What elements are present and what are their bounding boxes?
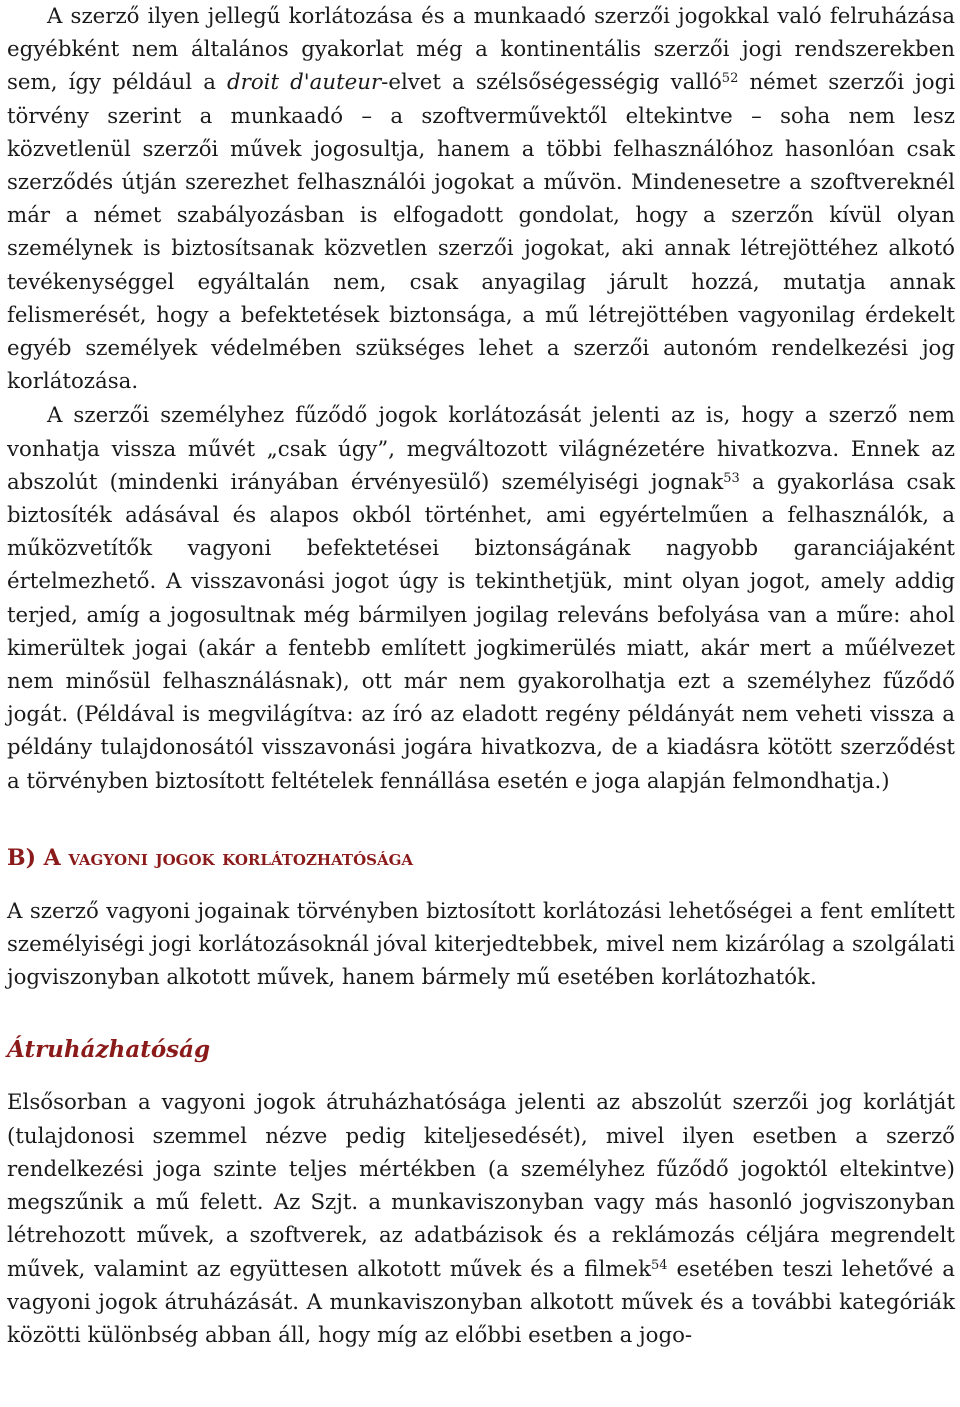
paragraph-1-text-b: -elvet a szélsőségességig valló [381,70,722,96]
footnote-ref-54[interactable]: 54 [651,1257,668,1273]
subsection-heading: Átruházhatóság [7,1036,211,1064]
footnote-ref-52[interactable]: 52 [721,71,739,87]
paragraph-4-text-b: esetében teszi lehetővé a vagyoni jogok átruházását. A munkaviszonyban alkotott művek és a további kategóriák közötti különbség abban áll, hogy míg az előbbi esetben a jogo- [7,1256,955,1348]
paragraph-4-text-a: Elsősorban a vagyoni jogok átruházhatósága jelenti az abszolút szerzői jog korlátját (tulajdonosi szemmel nézve pedig kiteljesedését), mivel ilyen esetben a szerző rendelkezési joga szinte teljes mértékben (a személyhez fűződő jogoktól eltekintve) megszűnik a mű felett. Az Szjt. a munkaviszonyban vagy más hasonló jogviszonyban létrehozott művek, a szoftverek, az adatbázisok és a reklámozás céljára megrendelt művek, valamint az együttesen alkotott művek és a filmek [7,1090,955,1282]
section-heading-b-title: vagyoni jogok korlátozhatósága [68,844,414,871]
footnote-ref-53[interactable]: 53 [723,470,740,486]
paragraph-2-text-a: A szerzői személyhez fűződő jogok korlátozását jelenti az is, hogy a szerző nem vonhatja vissza művét „csak úgy”, megváltozott világnézetére hivatkozva. Ennek az abszolút (mindenki irányában érvényesülő) személyiségi jognak [7,403,955,495]
paragraph-1-italic-term: droit d'auteur [227,70,382,96]
section-heading-b [7,843,955,873]
paragraph-1 [7,0,955,398]
paragraph-1-text-a: A szerző ilyen jellegű korlátozása és a munkaadó szerzői jogokkal való felruházása egyébként nem általános gyakorlat még a kontinentális szerzői jogi rendszerekben sem, így például a [7,4,955,96]
paragraph-4 [7,1086,955,1352]
paragraph-3: A szerző vagyoni jogainak törvényben biztosított korlátozási lehetőségei a fent említett személyiségi jogi korlátozásoknál jóval kiterjedtebbek, mivel nem kizárólag a szolgálati jogviszonyban alkotott művek, hanem bármely mű esetében korlátozhatók. [7,898,955,991]
paragraph-2-text-b: a gyakorlása csak biztosíték adásával és alapos okból történhet, ami egyértelműen a felhasználók, a műközvetítők vagyoni befektetései biztonságának nagyobb garanciájaként értelmezhető. A visszavonási jogot úgy is tekinthetjük, mint olyan jogot, amely addig terjed, amíg a jogosultnak még bármilyen jogilag releváns befolyása van a műre: ahol kimerültek jogai (akár a fentebb említett jogkimerülés miatt, akár mert a műélvezet nem minősül felhasználásnak), ott már nem gyakorolhatja ezt a személyhez fűződő jogát. (Példával is megvilágítva: az író az eladott regény példányát nem veheti vissza a példány tulajdonosától visszavonási jogára hivatkozva, de a kiadásra kötött szerződést a törvényben biztosított feltételek fennállása esetén e joga alapján felmondhatja.) [7,469,955,794]
section-heading-b-prefix: B) A [7,844,69,871]
paragraph-2 [7,399,955,797]
paragraph-1-text-c: német szerzői jogi törvény szerint a munkaadó – a szoftverművektől eltekintve – soha nem lesz közvetlenül szerzői művek jogosultja, hanem a többi felhasználóhoz hasonlóan csak szerződés útján szerezhet felhasználói jogokat a művön. Mindenesetre a szoftvereknél már a német szabályozásban is elfogadott gondolat, hogy a szerzőn kívül olyan személynek is biztosítsanak közvetlen szerzői jogokat, aki annak létrejöttéhez alkotó tevékenységgel egyáltalán nem, csak anyagilag járult hozzá, mutatja annak felismerését, hogy a befektetések biztonsága, a mű létrejöttében vagyonilag érdekelt egyéb személyek védelmében szükséges lehet a szerzői autonóm rendelkezési jog korlátozása. [7,70,956,395]
